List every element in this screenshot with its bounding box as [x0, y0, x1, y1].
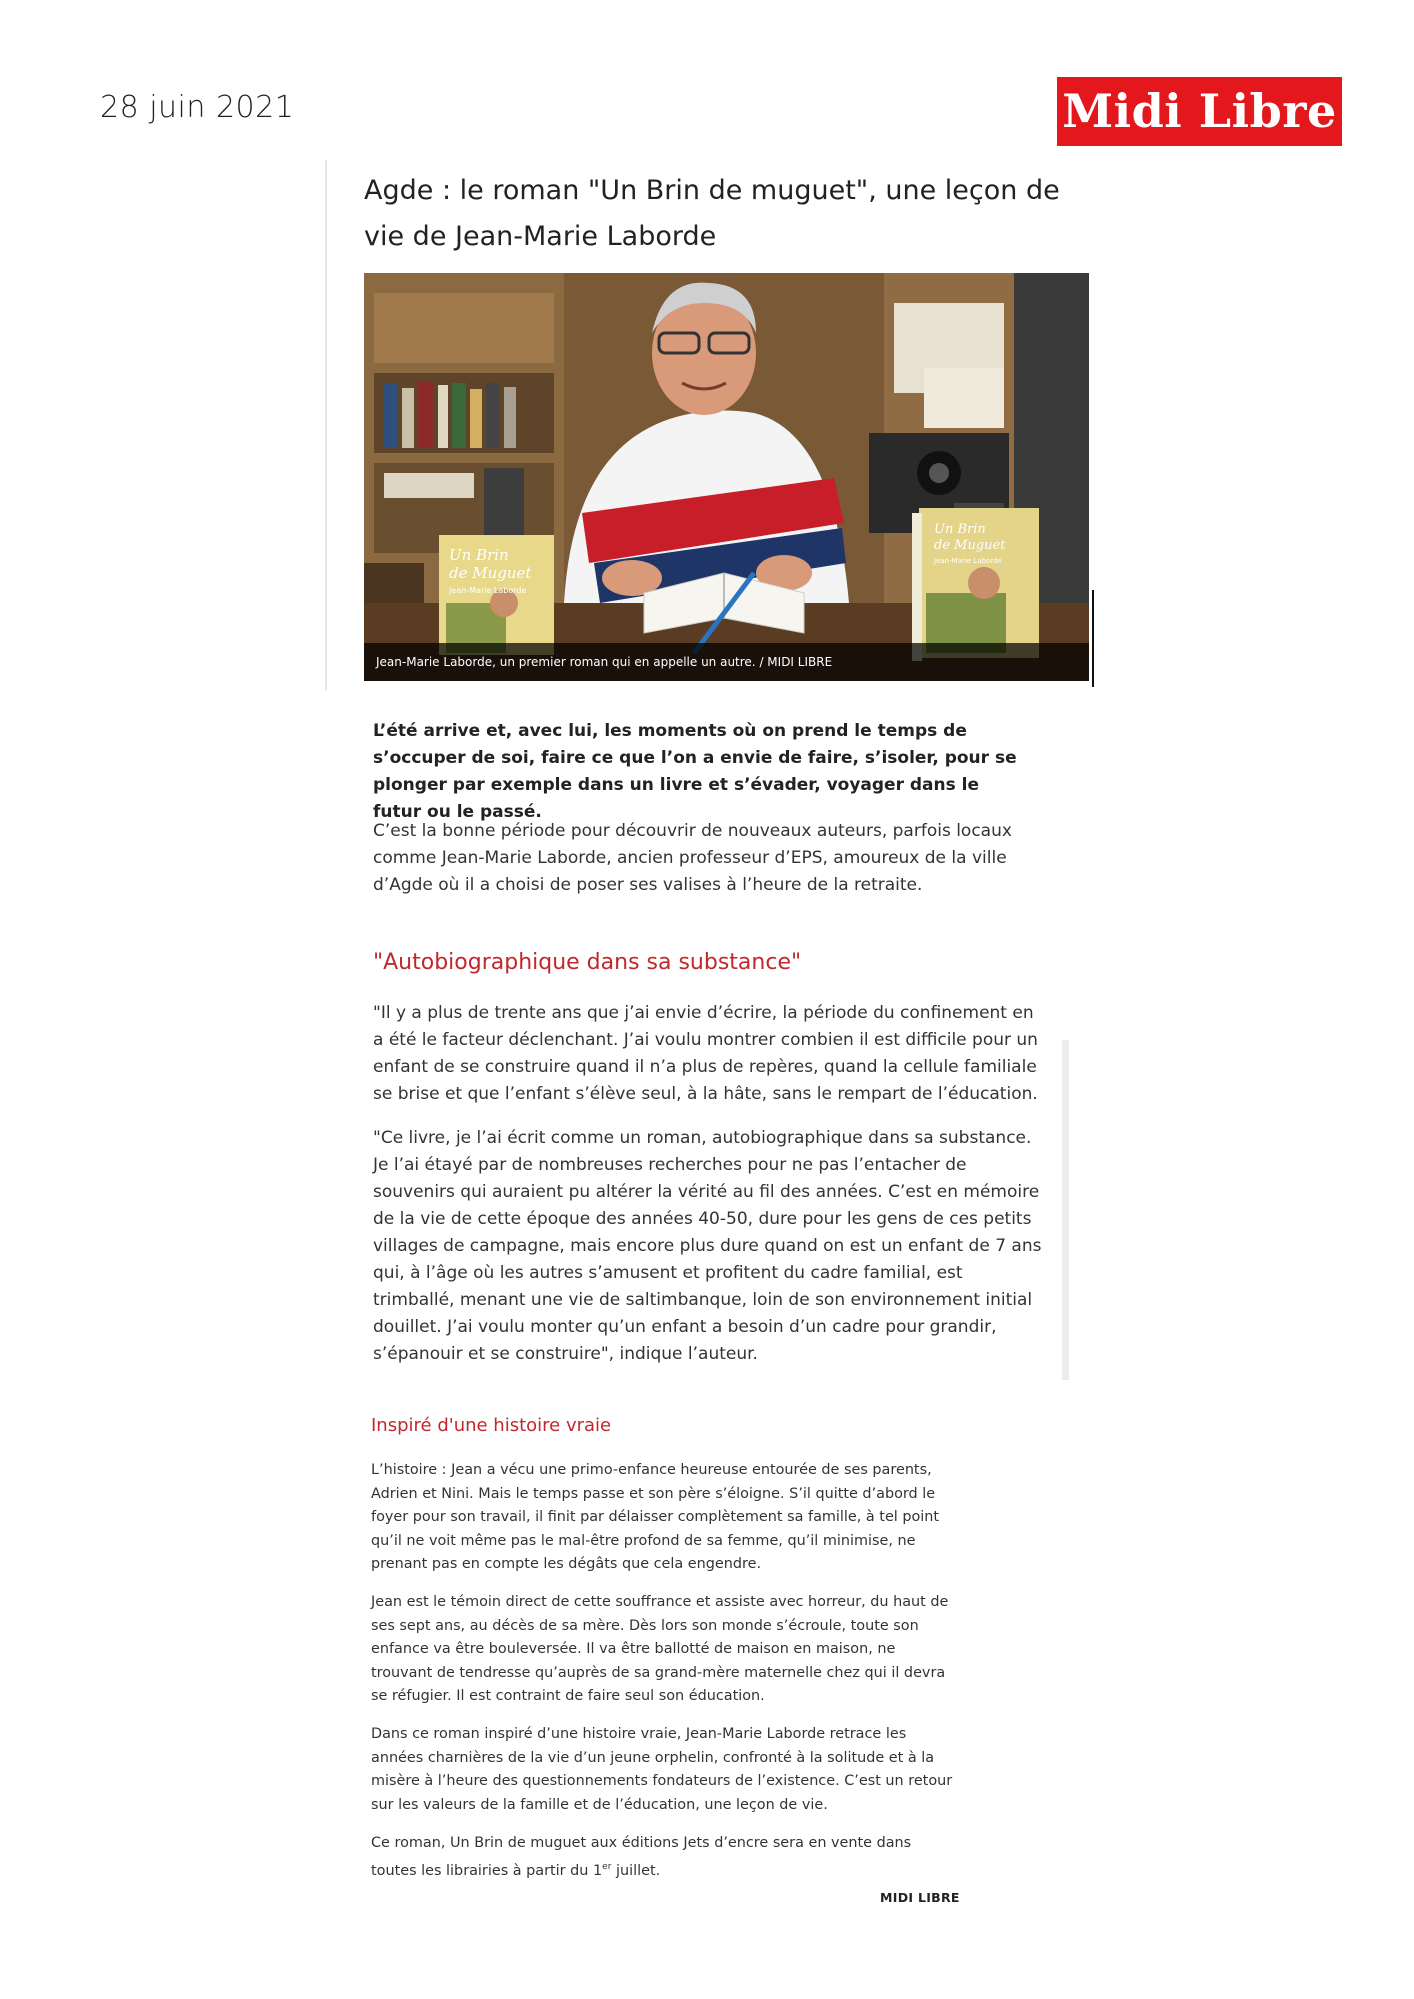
story-paragraph-1: L’histoire : Jean a vécu une primo-enfance heureuse entourée de ses parents, Adrien et Nini. Mais le temps passe et son père s’éloigne. S’il quitte d’abord le foyer pour son travail, il finit par délaisser complètement sa famille, à tel point qu’il ne voit même pas le mal-être profond de sa femme, qu’il minimise, ne prenant pas en compte les dégâts que cela engendre. — [371, 1462, 940, 1572]
story-paragraph-2: Jean est le témoin direct de cette souffrance et assiste avec horreur, du haut de ses sept ans, au décès de sa mère. Dès lors son monde s’écroule, toute son enfance va être bouleversée. Il va être ballotté de maison en maison, ne trouvant de tendresse qu’auprès de sa grand-mère maternelle chez qui il devra se réfugier. Il est contraint de faire seul son éducation. — [371, 1594, 949, 1704]
photo-edge-line — [1092, 590, 1094, 687]
publication-date: 28 juin 2021 — [100, 90, 295, 125]
section-heading-autobiographique: "Autobiographique dans sa substance" — [373, 950, 802, 975]
article-title: Agde : le roman "Un Brin de muguet", une leçon de vie de Jean-Marie Laborde — [364, 175, 1060, 252]
book-cover-title-right: Un Brin — [934, 522, 986, 537]
intro-paragraph: C’est la bonne période pour découvrir de nouveaux auteurs, parfois locaux comme Jean-Marie Laborde, ancien professeur d’EPS, amoureux de la ville d’Agde où il a choisi de poser ses valises à l’heure de la retraite. — [373, 821, 1012, 895]
midi-libre-logo: Midi Libre — [1057, 77, 1342, 146]
release-month: juillet. — [611, 1862, 661, 1879]
book-cover-subtitle-left: de Muguet — [449, 564, 532, 582]
column-divider — [325, 160, 327, 690]
ordinal-suffix: er — [602, 1861, 612, 1872]
book-cover-subtitle-right: de Muguet — [934, 538, 1006, 553]
book-cover-author-left: Jean-Marie Laborde — [449, 586, 527, 595]
quote-paragraph-1: "Il y a plus de trente ans que j’ai envie d’écrire, la période du confinement en a été le facteur déclenchant. J’ai voulu montrer combien il est difficile pour un enfant de se construire quand il n’a plus de repères, quand la cellule familiale se brise et que l’enfant s’élève seul, à la hâte, sans le rempart de l’éducation. — [373, 1003, 1038, 1104]
author-photo-illustration — [364, 273, 1089, 681]
story-paragraph-3: Dans ce roman inspiré d’une histoire vraie, Jean-Marie Laborde retrace les années charnières de la vie d’un jeune orphelin, confronté à la solitude et à la misère à l’heure des questionnements fondateurs de l’existence. C’est un retour sur les valeurs de la famille et de l’éducation, une leçon de vie. — [371, 1726, 953, 1813]
story-paragraph-4 — [371, 1832, 961, 1883]
book-cover-title-left: Un Brin — [449, 546, 509, 564]
scroll-track — [1062, 1040, 1069, 1380]
release-text: Ce roman, Un Brin de muguet aux éditions Jets d’encre sera en vente dans toutes les librairies à partir du 1 — [371, 1835, 912, 1879]
photo-caption: Jean-Marie Laborde, un premier roman qui en appelle un autre. / MIDI LIBRE — [364, 643, 1089, 681]
book-cover-author-right: Jean-Marie Laborde — [934, 557, 1002, 565]
article-lead: L’été arrive et, avec lui, les moments où on prend le temps de s’occuper de soi, faire ce que l’on a envie de faire, s’isoler, pour se plonger par exemple dans un livre et s’évader, voyager dans le futur ou le passé. — [373, 721, 1017, 822]
section-heading-histoire-vraie: Inspiré d'une histoire vraie — [371, 1415, 612, 1436]
article-signature: MIDI LIBRE — [880, 1890, 960, 1905]
quote-paragraph-2: "Ce livre, je l’ai écrit comme un roman, autobiographique dans sa substance. Je l’ai étayé par de nombreuses recherches pour ne pas l’entacher de souvenirs qui auraient pu altérer la vérité au fil des années. C’est en mémoire de la vie de cette époque des années 40-50, dure pour les gens de ces petits villages de campagne, mais encore plus dure quand on est un enfant de 7 ans qui, à l’âge où les autres s’amusent et profitent du cadre familial, est trimballé, menant une vie de saltimbanque, loin de son environnement initial douillet. J’ai voulu monter qu’un enfant a besoin d’un cadre pour grandir, s’épanouir et se construire", indique l’auteur. — [373, 1128, 1042, 1364]
article-photo — [364, 273, 1089, 681]
